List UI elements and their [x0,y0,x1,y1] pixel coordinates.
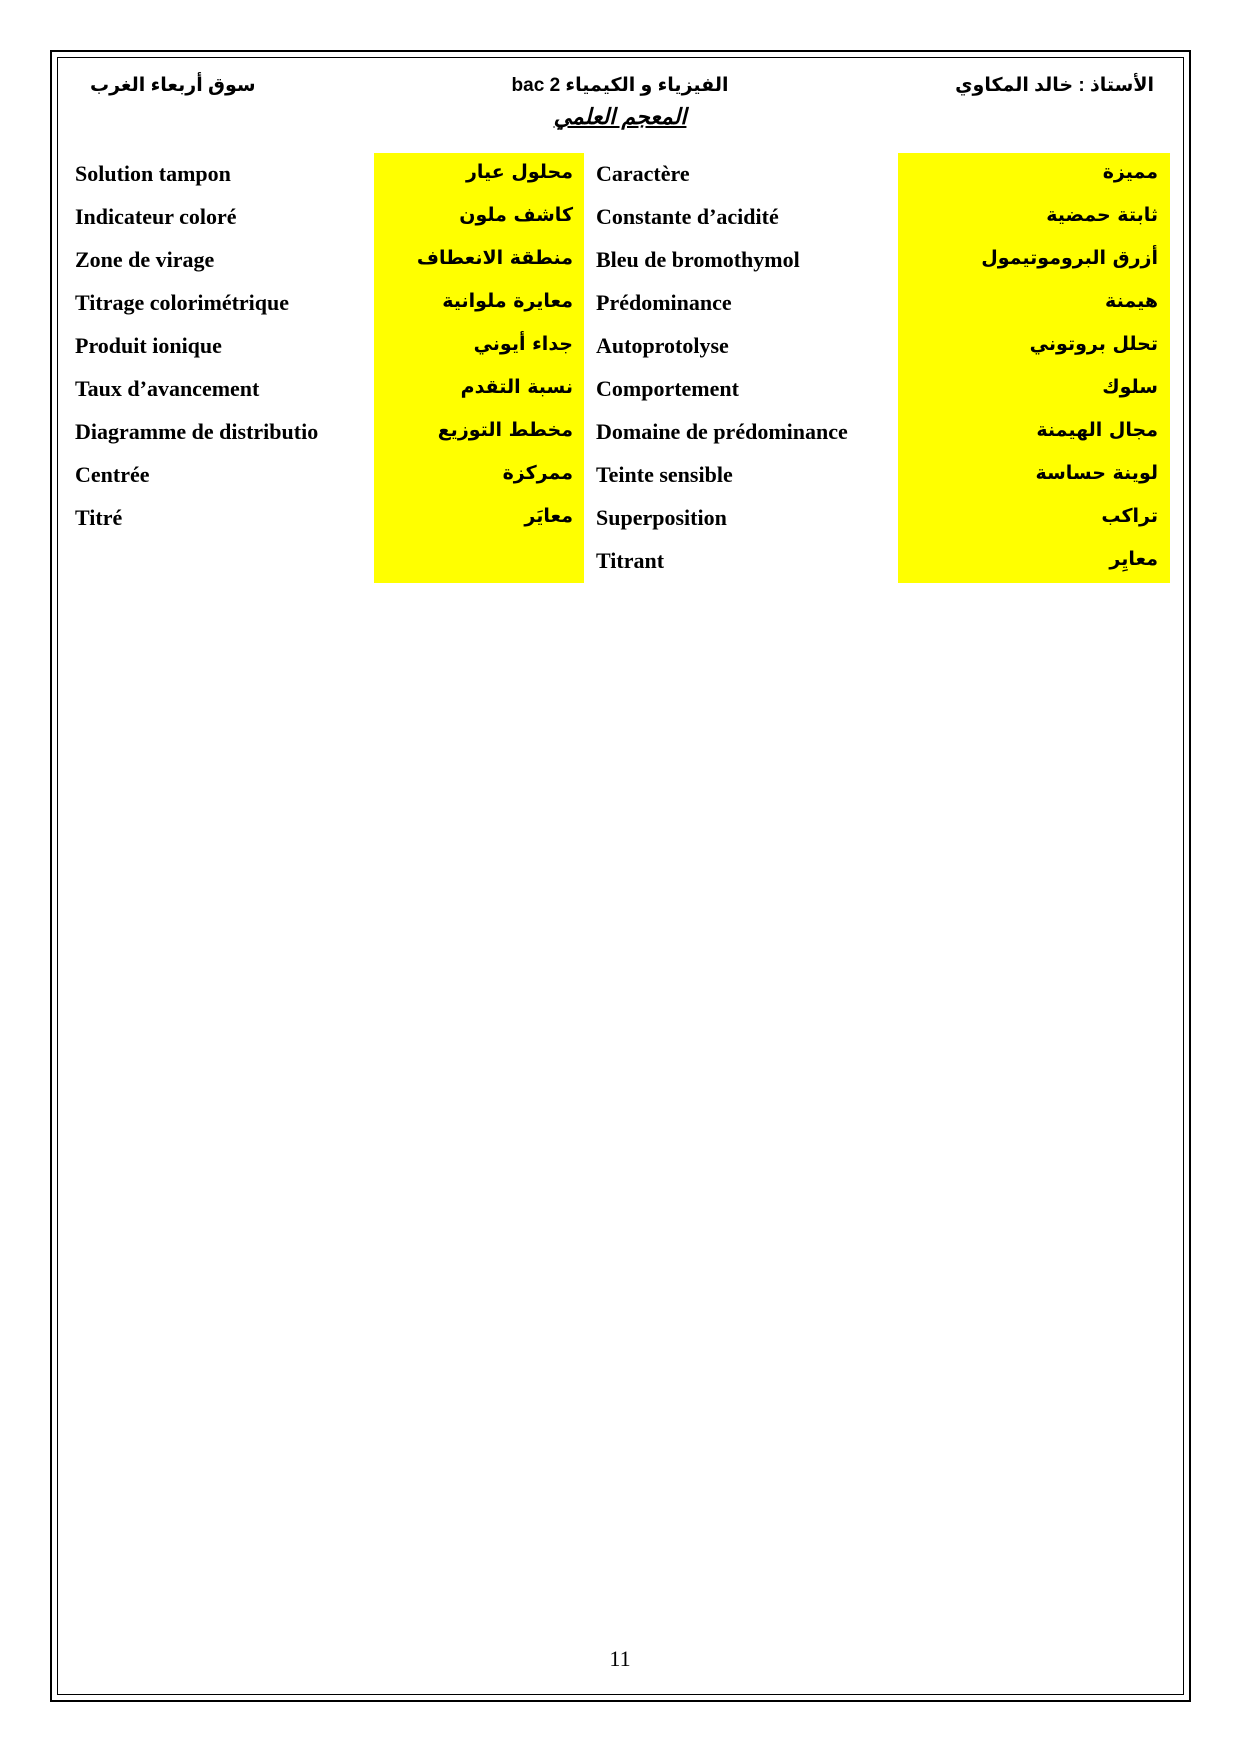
term-fr: Titrage colorimétrique [75,290,290,315]
lexicon-row [0,239,1240,282]
term-ar: تحلل بروتوني [1029,333,1158,355]
term-fr: Caractère [596,161,690,186]
term-ar: أزرق البروموتيمول [981,247,1158,269]
term-ar: تراكب [1101,505,1158,527]
term-ar: ممركزة [502,462,573,484]
term-fr: Domaine de prédominance [596,419,848,444]
lexicon-row [0,497,1240,540]
term-ar: سلوك [1102,376,1158,398]
term-ar: هيمنة [1105,290,1158,312]
term-ar: معايَر [524,505,573,527]
lexicon-row [0,196,1240,239]
term-ar: جداء أيوني [473,333,573,355]
lexicon-row [0,411,1240,454]
term-fr: Produit ionique [75,333,222,358]
lexicon-row [0,153,1240,196]
lexicon-row [0,368,1240,411]
term-fr: Superposition [596,505,727,530]
term-ar: منطقة الانعطاف [416,247,573,269]
term-fr: Zone de virage [75,247,215,272]
term-ar: معايرة ملوانية [442,290,573,312]
lexicon-row [0,454,1240,497]
page-title: المعجم العلمي [553,104,687,129]
term-fr: Comportement [596,376,739,401]
term-fr: Taux d’avancement [75,376,260,401]
term-fr: Constante d’acidité [596,204,779,229]
term-fr: Solution tampon [75,161,231,186]
term-ar: محلول عيار [465,161,573,183]
page-number: 11 [609,1646,631,1671]
term-ar: لوينة حساسة [1035,462,1158,484]
lexicon-row [0,540,1240,583]
header-subject: الفيزياء و الكيمياء 2 bac [511,75,729,96]
term-ar: مميزة [1102,161,1158,183]
term-ar: مجال الهيمنة [1036,419,1158,441]
term-ar: معايِر [1109,548,1158,570]
term-fr: Teinte sensible [596,462,733,487]
lexicon-row [0,282,1240,325]
term-fr: Titrant [596,548,665,573]
term-fr: Diagramme de distributio [75,419,319,444]
term-fr: Centrée [75,462,150,487]
term-ar: نسبة التقدم [460,376,573,398]
term-ar: ثابتة حمضية [1046,204,1158,226]
term-ar: كاشف ملون [459,204,573,226]
term-fr: Prédominance [596,290,732,315]
term-fr: Titré [75,505,123,530]
header-location: سوق أربعاء الغرب [90,75,256,96]
lexicon-row [0,325,1240,368]
header-teacher: الأستاذ : خالد المكاوي [955,75,1154,96]
term-fr: Indicateur coloré [75,204,237,229]
term-ar: مخطط التوزيع [437,419,573,441]
term-fr: Bleu de bromothymol [596,247,800,272]
term-fr: Autoprotolyse [596,333,729,358]
